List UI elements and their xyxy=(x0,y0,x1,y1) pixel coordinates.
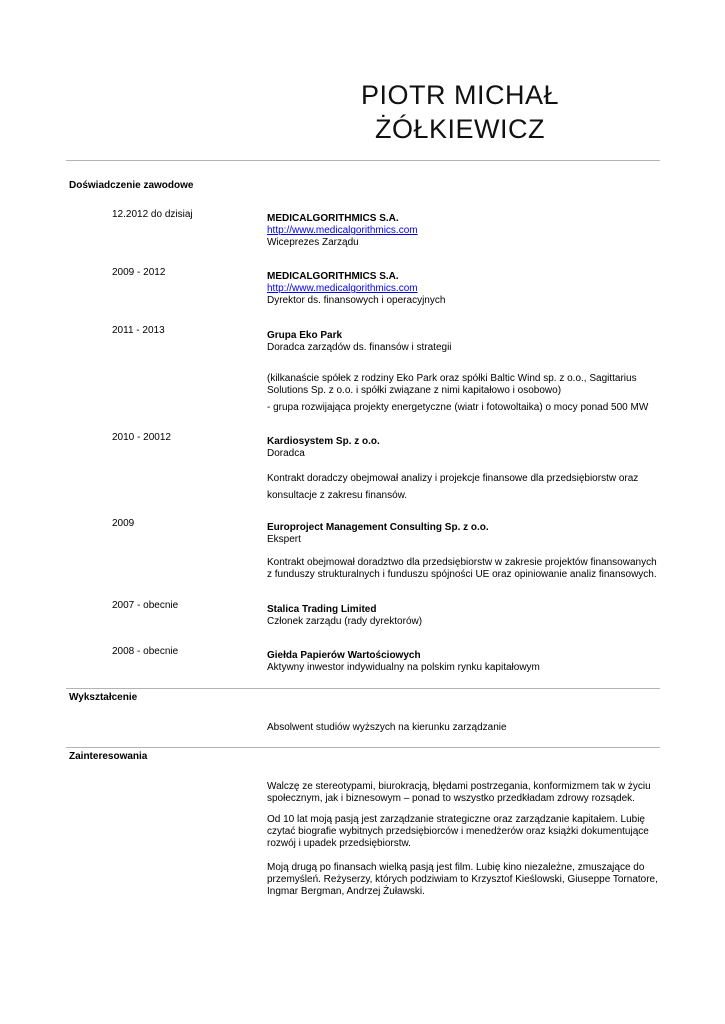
entry-details xyxy=(267,650,662,674)
job-role: Doradca xyxy=(267,448,305,459)
section-heading-experience: Doświadczenie zawodowe xyxy=(69,180,194,191)
company-name: Stalica Trading Limited xyxy=(267,604,377,615)
divider xyxy=(66,747,660,748)
job-role: Wiceprezes Zarządu xyxy=(267,237,359,248)
section-heading-interests: Zainteresowania xyxy=(69,751,148,762)
name-line-2: ŻÓŁKIEWICZ xyxy=(374,114,545,144)
company-name: MEDICALGORITHMICS S.A. xyxy=(267,213,399,224)
company-name: Kardiosystem Sp. z o.o. xyxy=(267,436,380,447)
entry-details xyxy=(267,604,662,628)
company-name: MEDICALGORITHMICS S.A. xyxy=(267,271,399,282)
interests-paragraph: Od 10 lat moją pasją jest zarządzanie strategiczne oraz zarządzanie kapitałem. Lubię czytać biografie wybitnych przedsiębiorców i menedżerów oraz książki dokumentujące rozwój i upadek przedsiębiorstw. xyxy=(267,814,649,849)
entry-details xyxy=(267,436,662,460)
company-name: Europroject Management Consulting Sp. z o.o. xyxy=(267,522,489,533)
section-heading-education: Wykształcenie xyxy=(69,692,138,703)
company-name: Grupa Eko Park xyxy=(267,330,343,341)
company-name: Giełda Papierów Wartościowych xyxy=(267,650,421,661)
entry-details xyxy=(267,330,662,354)
entry-details xyxy=(267,271,662,307)
education-text: Absolwent studiów wyższych na kierunku zarządzanie xyxy=(267,722,507,733)
entry-date: 12.2012 do dzisiaj xyxy=(112,209,193,220)
entry-date: 2009 - 2012 xyxy=(112,267,166,278)
job-role: Doradca zarządów ds. finansów i strategii xyxy=(267,342,452,353)
entry-details xyxy=(267,522,662,546)
entry-date: 2007 - obecnie xyxy=(112,600,179,611)
entry-date: 2009 xyxy=(112,518,135,529)
entry-note: (kilkanaście spółek z rodziny Eko Park oraz spółki Baltic Wind sp. z o.o., Sagittarius Solutions Sp. z o.o. i spółki związane z nimi kapitałowo i osobowo) xyxy=(267,373,637,396)
job-role: Aktywny inwestor indywidualny na polskim rynku kapitałowym xyxy=(267,662,540,673)
interests-paragraph: Moją drugą po finansach wielką pasją jest film. Lubię kino niezależne, zmuszające do przemyśleń. Reżyserzy, których podziwiam to Krzysztof Kieślowski, Giuseppe Tornatore, Ingmar Bergman, Andrzej Żuławski. xyxy=(267,862,658,897)
entry-date: 2011 - 2013 xyxy=(112,325,165,336)
job-role: Dyrektor ds. finansowych i operacyjnych xyxy=(267,295,446,306)
job-role: Ekspert xyxy=(267,534,301,545)
name-line-1: PIOTR MICHAŁ xyxy=(360,80,560,110)
divider xyxy=(66,160,660,161)
entry-date: 2008 - obecnie xyxy=(112,646,179,657)
interests-paragraph: Walczę ze stereotypami, biurokracją, błędami postrzegania, konformizmem tak w życiu społecznym, jak i biznesowym – ponad to wszystko przedkładam zdrowy rozsądek. xyxy=(267,781,651,804)
entry-note: Kontrakt doradczy obejmował analizy i projekcje finansowe dla przedsiębiorstw oraz konsultacje z zakresu finansów. xyxy=(267,473,639,501)
entry-note: Kontrakt obejmował doradztwo dla przedsiębiorstw w zakresie projektów finansowanych z funduszy strukturalnych i funduszu spójności UE oraz opiniowanie analiz finansowych. xyxy=(267,557,657,580)
entry-details xyxy=(267,213,662,249)
company-link[interactable]: http://www.medicalgorithmics.com xyxy=(267,225,418,236)
entry-note: - grupa rozwijająca projekty energetyczne (wiatr i fotowoltaika) o mocy ponad 500 MW xyxy=(267,402,649,413)
job-role: Członek zarządu (rady dyrektorów) xyxy=(267,616,423,627)
company-link[interactable]: http://www.medicalgorithmics.com xyxy=(267,283,418,294)
entry-date: 2010 - 20012 xyxy=(112,432,171,443)
divider xyxy=(66,688,660,689)
